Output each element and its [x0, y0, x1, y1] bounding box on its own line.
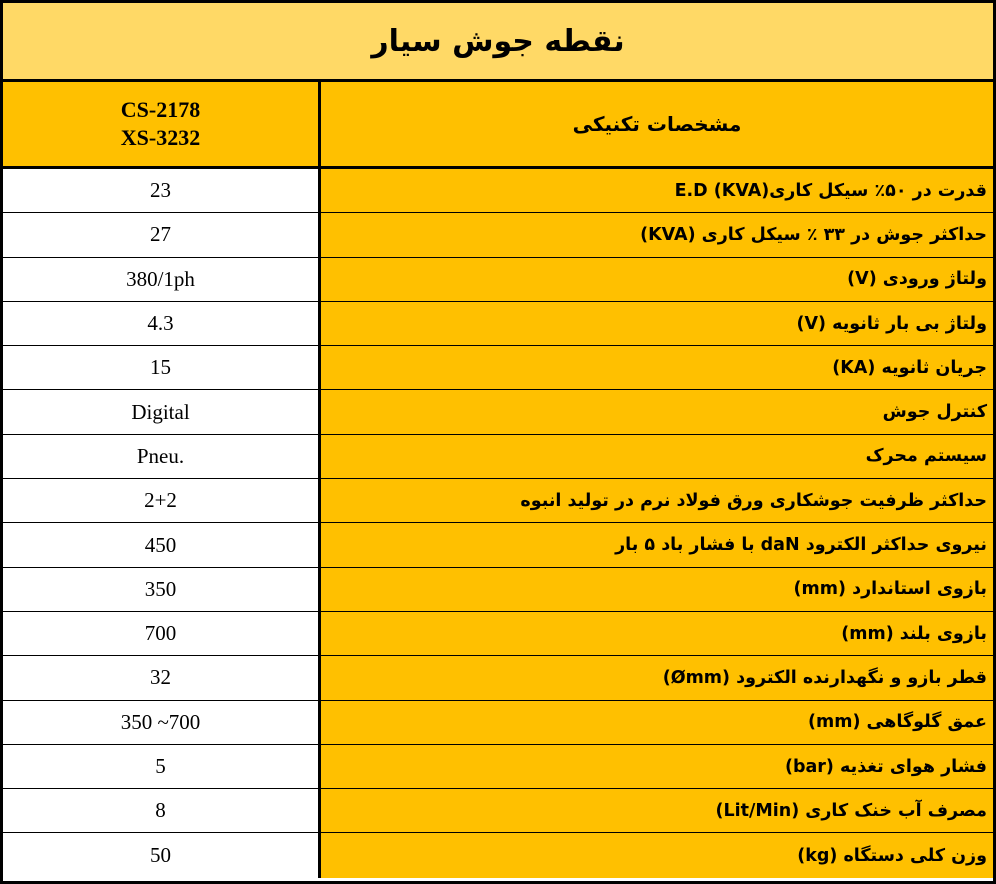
spec-label: ولتاژ بی بار ثانویه (V)	[321, 302, 993, 345]
table-row	[3, 701, 993, 745]
spec-value: 2+2	[3, 479, 321, 522]
page-title: نقطه جوش سیار	[371, 23, 625, 59]
table-row	[3, 479, 993, 523]
spec-label: بازوی بلند (mm)	[321, 612, 993, 655]
spec-label: نیروی حداکثر الکترود daN با فشار باد ۵ بار	[321, 523, 993, 566]
spec-label: سیستم محرک	[321, 435, 993, 478]
table-row	[3, 169, 993, 213]
table-row	[3, 213, 993, 257]
spec-value: 32	[3, 656, 321, 699]
table-row	[3, 833, 993, 877]
spec-value: Pneu.	[3, 435, 321, 478]
title-bar	[3, 3, 993, 82]
table-row	[3, 745, 993, 789]
spec-value: 380/1ph	[3, 258, 321, 301]
spec-value: 4.3	[3, 302, 321, 345]
table-row	[3, 568, 993, 612]
table-row	[3, 612, 993, 656]
spec-value: 50	[3, 833, 321, 877]
spec-value: 450	[3, 523, 321, 566]
model-code-2: XS-3232	[120, 125, 201, 150]
spec-label: حداکثر ظرفیت جوشکاری ورق فولاد نرم در تولید انبوه	[321, 479, 993, 522]
spec-label: حداکثر جوش در ۳۳ ٪ سیکل کاری (KVA)	[321, 213, 993, 256]
table-row	[3, 346, 993, 390]
table-row	[3, 302, 993, 346]
spec-label: جریان ثانویه (KA)	[321, 346, 993, 389]
spec-value: 27	[3, 213, 321, 256]
spec-value: 23	[3, 169, 321, 212]
spec-value: 5	[3, 745, 321, 788]
table-row	[3, 656, 993, 700]
spec-value: 700	[3, 612, 321, 655]
table-row	[3, 435, 993, 479]
table-row	[3, 390, 993, 434]
table-body	[3, 169, 993, 878]
spec-value: 8	[3, 789, 321, 832]
spec-value: 350 ~700	[3, 701, 321, 744]
spec-label: ولتاژ ورودی (V)	[321, 258, 993, 301]
table-row	[3, 523, 993, 567]
table-header	[3, 82, 993, 169]
spec-label: فشار هوای تغذیه (bar)	[321, 745, 993, 788]
spec-label: عمق گلوگاهی (mm)	[321, 701, 993, 744]
spec-label: قطر بازو و نگهدارنده الکترود (Ømm)	[321, 656, 993, 699]
spec-header	[321, 82, 993, 166]
spec-value: 15	[3, 346, 321, 389]
spec-header-label: مشخصات تکنیکی	[572, 112, 742, 136]
spec-label: وزن کلی دستگاه (kg)	[321, 833, 993, 877]
spec-value: Digital	[3, 390, 321, 433]
spec-label: قدرت در ۵۰٪ سیکل کاری(E.D (KVA	[321, 169, 993, 212]
model-header	[3, 82, 321, 166]
spec-label: بازوی استاندارد (mm)	[321, 568, 993, 611]
table-row	[3, 789, 993, 833]
model-code-1: CS-2178	[120, 97, 201, 122]
table-row	[3, 258, 993, 302]
spec-label: مصرف آب خنک کاری (Lit/Min)	[321, 789, 993, 832]
spec-value: 350	[3, 568, 321, 611]
spec-label: کنترل جوش	[321, 390, 993, 433]
